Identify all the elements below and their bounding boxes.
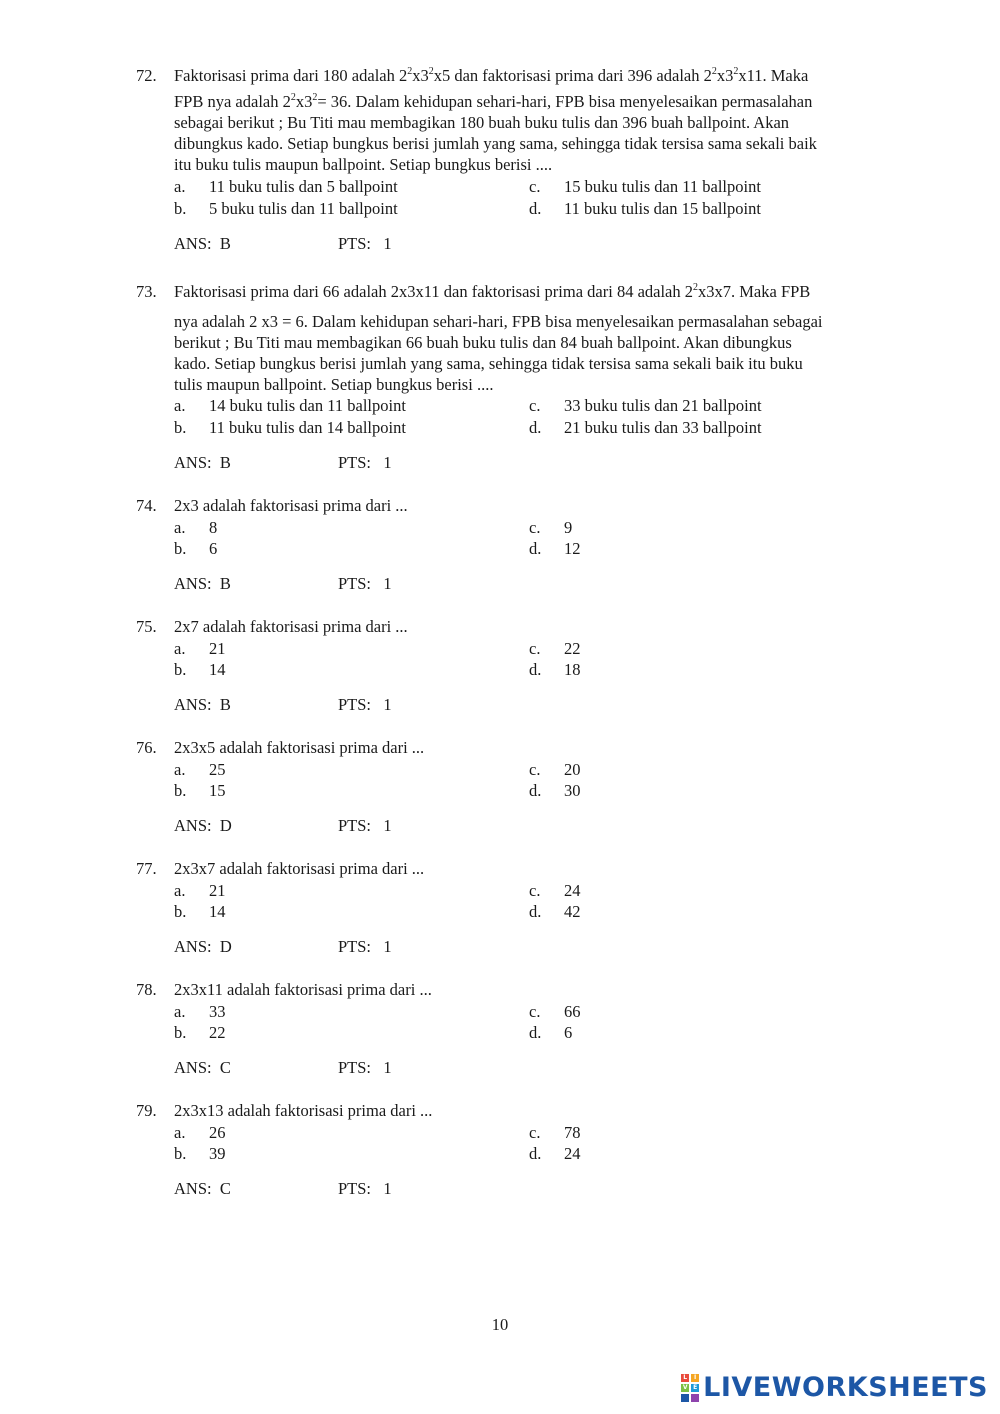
page-number: 10 xyxy=(491,1315,509,1334)
question-text-line: 2x3x11 adalah faktorisasi prima dari ... xyxy=(174,980,432,999)
question-text-line: 2x7 adalah faktorisasi prima dari ... xyxy=(174,617,408,636)
option-b: b. 6 xyxy=(174,539,218,558)
answer-key: ANS: B xyxy=(174,453,231,472)
question-number: 75. xyxy=(136,617,157,636)
answer-key: ANS: B xyxy=(174,234,231,253)
option-c: c. 22 xyxy=(529,639,581,658)
logo-icon-cell: V xyxy=(682,1383,688,1391)
question-text-line: 2x3x7 adalah faktorisasi prima dari ... xyxy=(174,859,425,878)
question-text-line: 2x3 adalah faktorisasi prima dari ... xyxy=(174,496,408,515)
question-number: 79. xyxy=(136,1101,157,1120)
question-number: 73. xyxy=(136,282,157,301)
question-number: 77. xyxy=(136,859,157,878)
option-b: b. 14 xyxy=(174,660,226,679)
points: PTS: 1 xyxy=(338,1058,392,1077)
option-b: b. 5 buku tulis dan 11 ballpoint xyxy=(174,199,398,218)
option-a: a. 26 xyxy=(174,1123,226,1142)
answer-key: ANS: B xyxy=(174,574,231,593)
question-text-line: 2x3x5 adalah faktorisasi prima dari ... xyxy=(174,738,425,757)
question-text-line: FPB nya adalah $2^2x3^2= 36$. Dalam kehidupan sehari-hari, FPB bisa menyelesaikan permasalahan xyxy=(174,92,813,111)
option-d: d. 11 buku tulis dan 15 ballpoint xyxy=(529,199,761,218)
logo-text: LIVEWORKSHEETS xyxy=(703,1372,988,1403)
option-c: c. 20 xyxy=(529,760,581,779)
points: PTS: 1 xyxy=(338,937,392,956)
question-number: 78. xyxy=(136,980,157,999)
option-a: a. 25 xyxy=(174,760,226,779)
option-a: a. 8 xyxy=(174,518,218,537)
question-number: 74. xyxy=(136,496,157,515)
answer-key: ANS: C xyxy=(174,1179,231,1198)
logo-icon-cell: I xyxy=(691,1374,699,1382)
option-a: a. 33 xyxy=(174,1002,226,1021)
option-a: a. 14 buku tulis dan 11 ballpoint xyxy=(174,396,406,415)
option-c: c. 15 buku tulis dan 11 ballpoint xyxy=(529,177,761,196)
question-text-line: 2x3x13 adalah faktorisasi prima dari ... xyxy=(174,1101,433,1120)
question-text-line: nya adalah 2 x3 = 6. Dalam kehidupan sehari-hari, FPB bisa menyelesaikan permasalahan sebagai xyxy=(174,312,823,331)
points: PTS: 1 xyxy=(338,453,392,472)
option-a: a. 21 xyxy=(174,881,226,900)
option-d: d. 18 xyxy=(529,660,581,679)
logo-icon-cell: E xyxy=(693,1383,698,1391)
logo-icon xyxy=(681,1374,699,1402)
option-c: c. 33 buku tulis dan 21 ballpoint xyxy=(529,396,762,415)
question-text-line: Faktorisasi prima dari 66 adalah 2x3x11 dan faktorisasi prima dari 84 adalah $2^2x3x7$. Maka FPB xyxy=(174,282,811,301)
question-text-line: kado. Setiap bungkus berisi jumlah yang sama, sehingga tidak tersisa sama sekali baik itu buku xyxy=(174,354,803,373)
points: PTS: 1 xyxy=(338,234,392,253)
question-number: 76. xyxy=(136,738,157,757)
option-d: d. 30 xyxy=(529,781,581,800)
option-b: b. 22 xyxy=(174,1023,226,1042)
option-b: b. 15 xyxy=(174,781,226,800)
question-text-line: itu buku tulis maupun ballpoint. Setiap bungkus berisi .... xyxy=(174,155,553,174)
points: PTS: 1 xyxy=(338,574,392,593)
option-b: b. 14 xyxy=(174,902,226,921)
logo-icon-cell: L xyxy=(681,1374,689,1382)
logo-icon-cell xyxy=(691,1394,699,1402)
question-text-line: Faktorisasi prima dari 180 adalah $2^2x3^2x5$ dan faktorisasi prima dari 396 adalah $2^2x3^2x11$. Maka xyxy=(174,66,809,85)
option-d: d. 24 xyxy=(529,1144,581,1163)
option-b: b. 39 xyxy=(174,1144,226,1163)
option-c: c. 24 xyxy=(529,881,581,900)
option-b: b. 11 buku tulis dan 14 ballpoint xyxy=(174,418,406,437)
option-d: d. 42 xyxy=(529,902,581,921)
question-text-line: dibungkus kado. Setiap bungkus berisi jumlah yang sama, sehingga tidak tersisa sama sekali baik xyxy=(174,134,817,153)
points: PTS: 1 xyxy=(338,695,392,714)
option-a: a. 11 buku tulis dan 5 ballpoint xyxy=(174,177,398,196)
logo-icon-cell xyxy=(681,1394,689,1402)
option-d: d. 6 xyxy=(529,1023,573,1042)
answer-key: ANS: C xyxy=(174,1058,231,1077)
answer-key: ANS: D xyxy=(174,937,232,956)
answer-key: ANS: D xyxy=(174,816,232,835)
question-text-line: sebagai berikut ; Bu Titi mau membagikan 180 buah buku tulis dan 396 buah ballpoint. Akan xyxy=(174,113,790,132)
option-c: c. 78 xyxy=(529,1123,581,1142)
question-number: 72. xyxy=(136,66,157,85)
option-a: a. 21 xyxy=(174,639,226,658)
points: PTS: 1 xyxy=(338,816,392,835)
option-c: c. 9 xyxy=(529,518,573,537)
liveworksheets-logo[interactable] xyxy=(681,1372,988,1403)
question-text-line: berikut ; Bu Titi mau membagikan 66 buah buku tulis dan 84 buah ballpoint. Akan dibungkus xyxy=(174,333,792,352)
option-c: c. 66 xyxy=(529,1002,581,1021)
points: PTS: 1 xyxy=(338,1179,392,1198)
option-d: d. 12 xyxy=(529,539,581,558)
option-d: d. 21 buku tulis dan 33 ballpoint xyxy=(529,418,762,437)
question-text-line: tulis maupun ballpoint. Setiap bungkus berisi .... xyxy=(174,375,494,394)
answer-key: ANS: B xyxy=(174,695,231,714)
